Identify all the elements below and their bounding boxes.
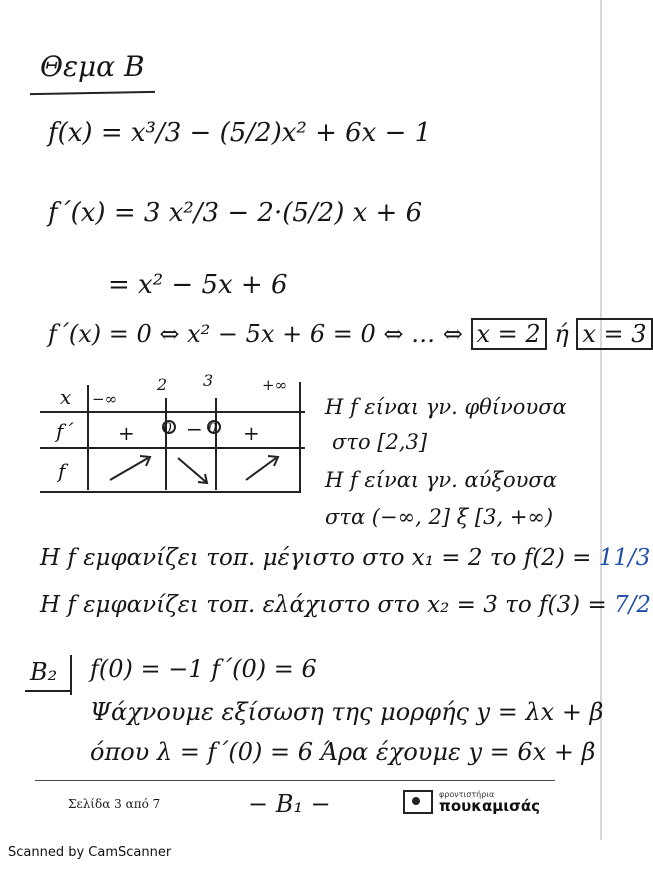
- table-x-value: 2: [157, 375, 168, 394]
- table-sign: +: [118, 421, 135, 445]
- logo-tagline: φροντιστήρια: [439, 789, 495, 799]
- table-row-label-f: f: [58, 459, 66, 483]
- local-min-text: Η f εμφανίζει τοπ. ελάχιστο στο x₂ = 3 το f(3) =: [40, 592, 607, 618]
- page-title: Θεμα Β: [40, 50, 145, 83]
- root-separator: ή: [554, 320, 569, 348]
- local-max-value: 11/3: [598, 545, 651, 571]
- local-max-line: [40, 545, 650, 571]
- side-note: στα (−∞, 2] ξ [3, +∞): [325, 505, 554, 529]
- logo-icon: [403, 790, 433, 814]
- table-row-label-fprime: f΄: [56, 419, 74, 443]
- side-note: στο [2,3]: [332, 430, 428, 454]
- table-sign: 0: [208, 421, 217, 437]
- local-min-line: [40, 592, 651, 618]
- function-definition: f(x) = x³/3 − (5/2)x² + 6x − 1: [48, 118, 432, 148]
- root-1-box: x = 2: [471, 318, 547, 350]
- b2-label: B₂: [30, 658, 58, 686]
- table-x-value: 3: [203, 371, 214, 390]
- table-x-value: −∞: [92, 390, 118, 408]
- derivative-simplified: = x² − 5x + 6: [108, 270, 288, 300]
- root-2-box: x = 3: [576, 318, 652, 350]
- roots-prefix: f΄(x) = 0 ⇔ x² − 5x + 6 = 0 ⇔ … ⇔: [48, 320, 463, 348]
- table-row-label-x: x: [60, 385, 72, 409]
- footer-page-number: Σελίδα 3 από 7: [68, 797, 161, 811]
- side-note: Η f είναι γν. φθίνουσα: [325, 395, 567, 419]
- table-sign: −: [186, 417, 203, 441]
- brand-logo: [403, 790, 540, 814]
- b2-line-3: όπου λ = f΄(0) = 6 Άρα έχουμε y = 6x + β: [90, 738, 596, 766]
- side-note: Η f είναι γν. αύξουσα: [325, 468, 557, 492]
- local-min-value: 7/2: [614, 592, 652, 618]
- table-sign: +: [243, 421, 260, 445]
- local-max-text: Η f εμφανίζει τοπ. μέγιστο στο x₁ = 2 το f(2) =: [40, 545, 592, 571]
- logo-name: πουκαμισάς: [439, 796, 541, 815]
- derivative-line: f΄(x) = 3 x²/3 − 2·(5/2) x + 6: [48, 198, 423, 228]
- table-sign: 0: [163, 421, 172, 437]
- footer-section-mark: − B₁ −: [248, 790, 331, 818]
- footer-divider: [35, 780, 555, 781]
- b2-line-2: Ψάχνουμε εξίσωση της μορφής y = λx + β: [90, 698, 604, 726]
- scanner-watermark: Scanned by CamScanner: [8, 845, 172, 860]
- b2-underline: [25, 690, 71, 692]
- b2-line-1: f(0) = −1 f΄(0) = 6: [90, 655, 317, 683]
- b2-bracket: [70, 655, 72, 695]
- table-x-value: +∞: [262, 376, 288, 394]
